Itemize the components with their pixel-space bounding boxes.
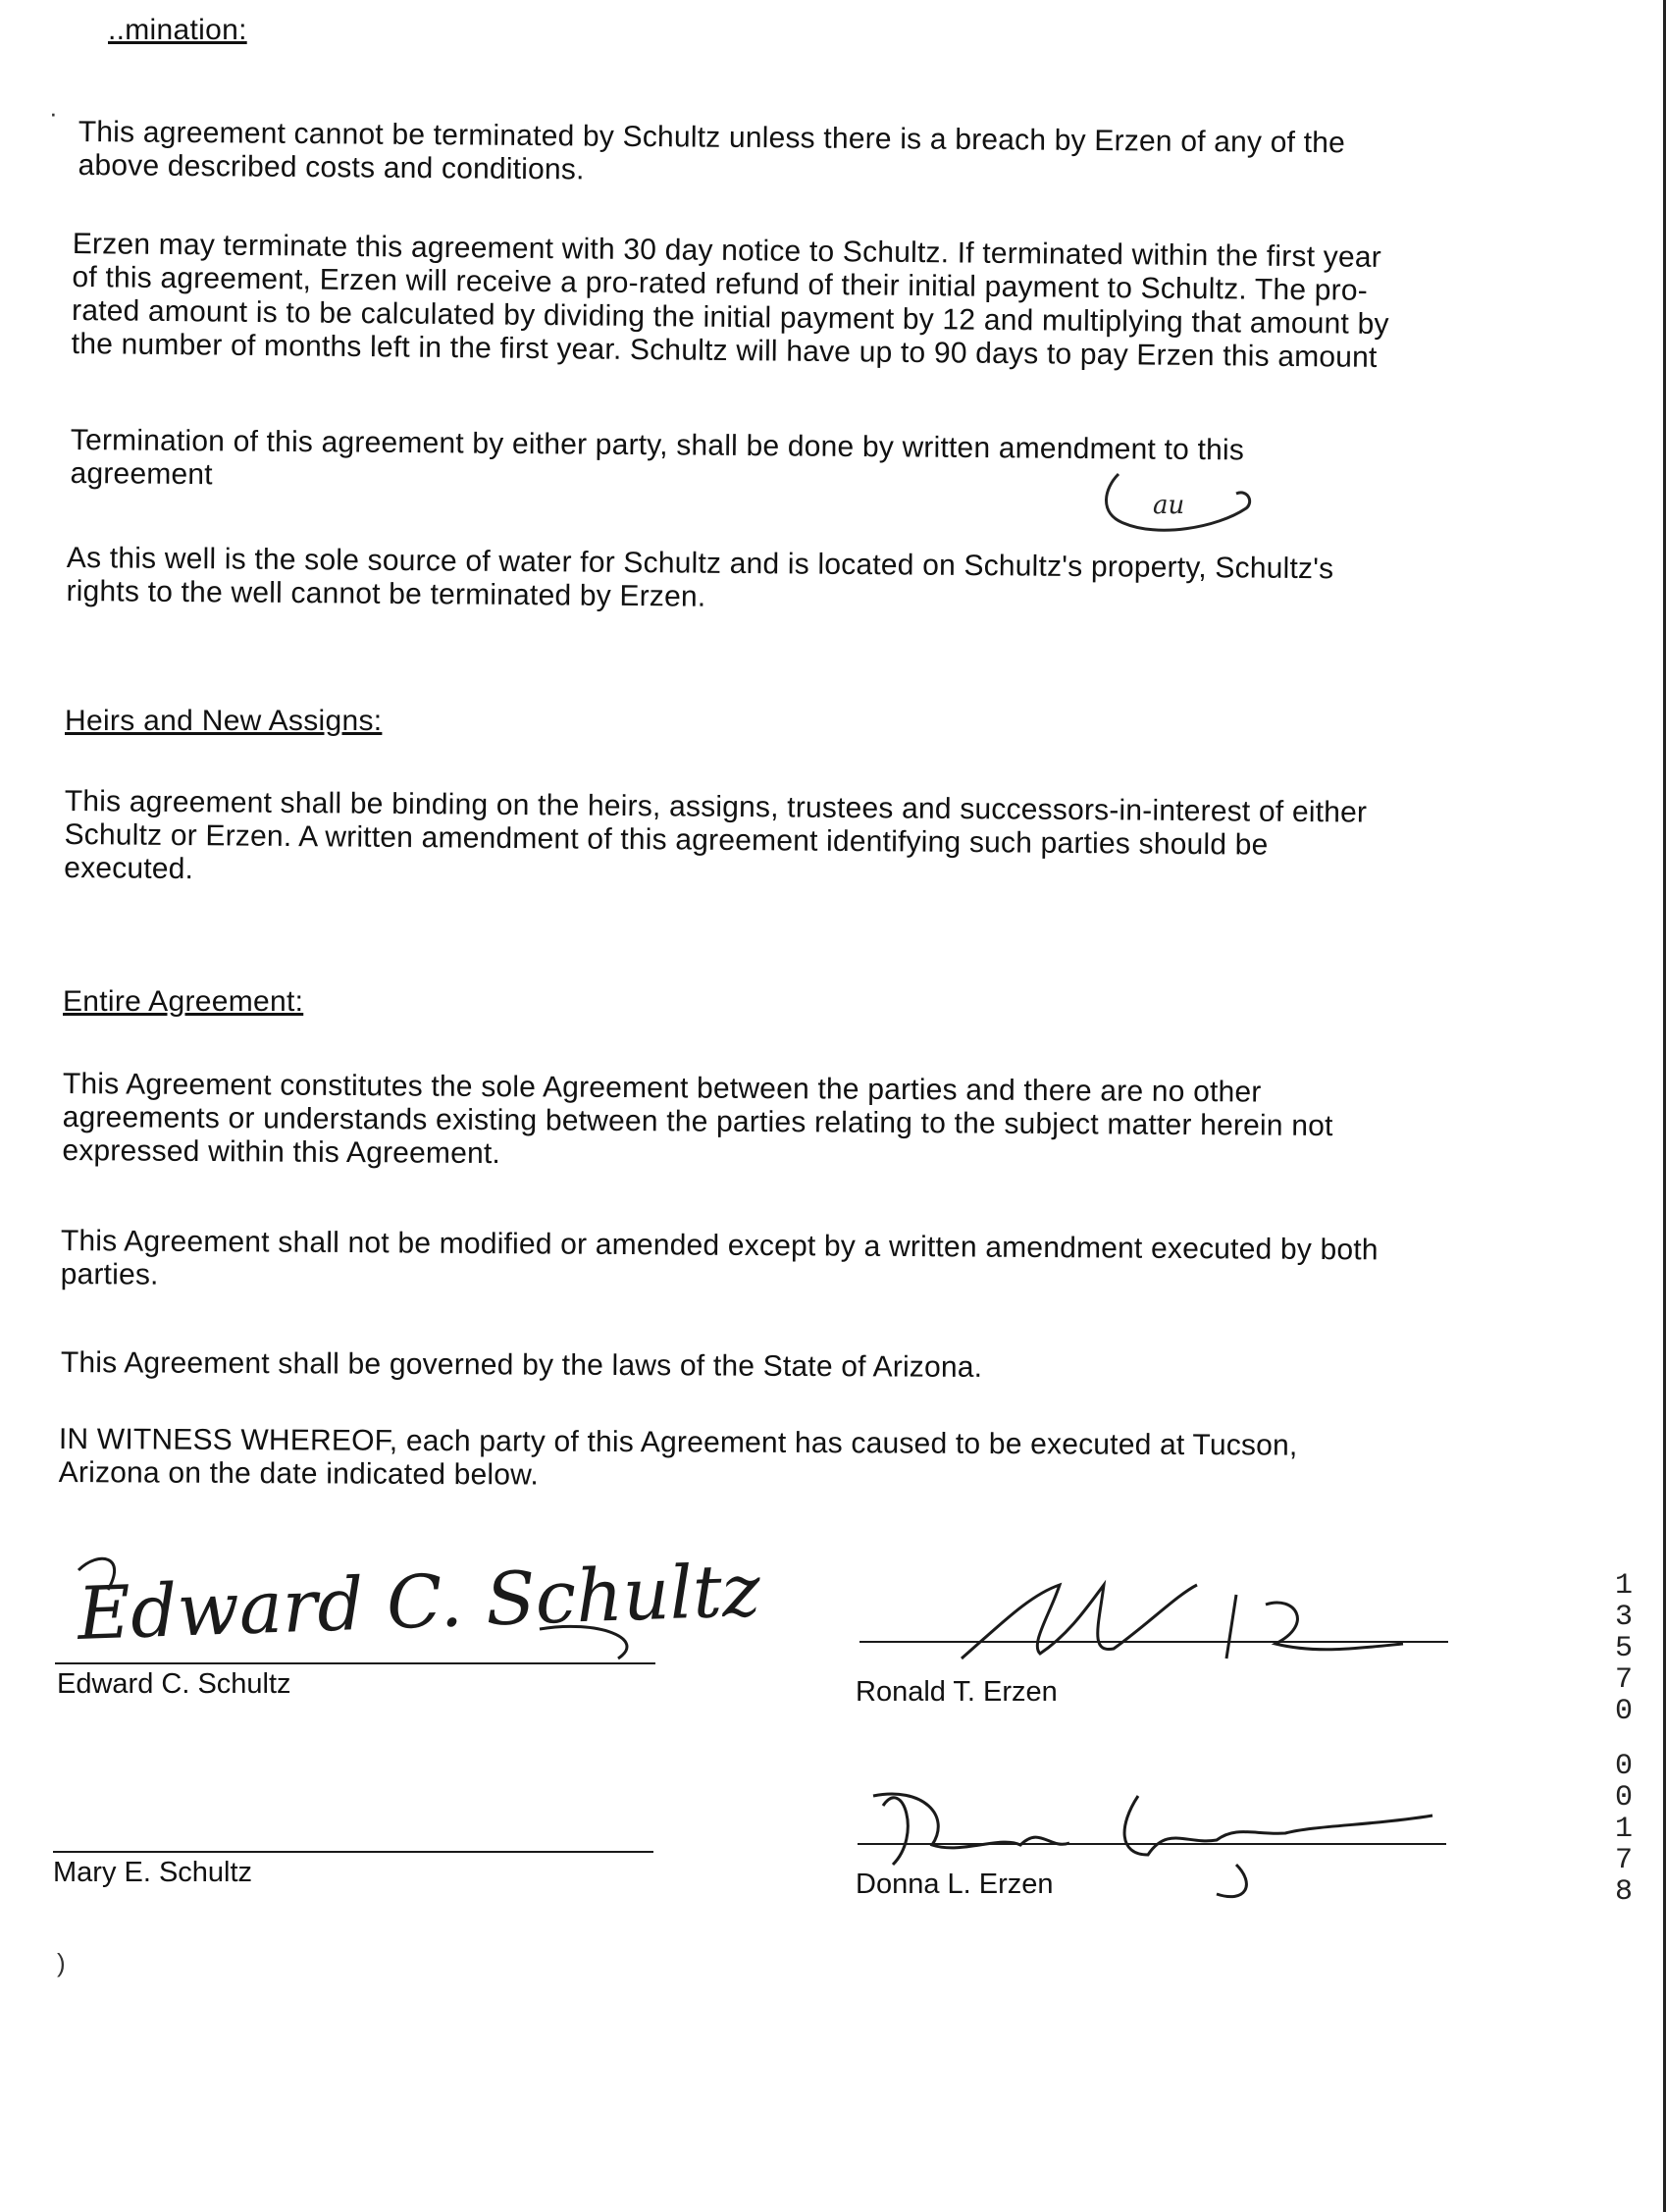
edward-name: Edward C. Schultz xyxy=(57,1668,291,1700)
entire-paragraph-1: This Agreement constitutes the sole Agreement between the parties and there are no other agreements or understands existing between the parties relating to the subject matter herein not expressed within this Agreement. xyxy=(62,1068,1333,1171)
entire-agreement-heading: Entire Agreement: xyxy=(63,985,304,1018)
termination-paragraph-2: Erzen may terminate this agreement with 30 day notice to Schultz. If terminated within the first year of this agreement, Erzen will receive a pro-rated refund of their initial payment to Schultz. The pro- rated amount is to be calculated by dividing the initial payment by 12 and multiplying that amount by the number of months left in the first year. Schultz will have up to 90 days to pay Erzen this amount xyxy=(71,228,1389,374)
margin-bracket: ) xyxy=(57,1948,66,1977)
donna-name: Donna L. Erzen xyxy=(856,1869,1054,1900)
heirs-paragraph-1: This agreement shall be binding on the heirs, assigns, trustees and successors-in-interest of either Schultz or Erzen. A written amendment of this agreement identifying such parties should be executed. xyxy=(64,785,1368,886)
document-stamp: 1 3 5 7 0 0 0 1 7 8 xyxy=(1614,1569,1633,1909)
heirs-heading: Heirs and New Assigns: xyxy=(65,705,383,737)
termination-paragraph-3: Termination of this agreement by either party, shall be done by written amendment to this agreement xyxy=(70,424,1245,492)
entire-paragraph-4: IN WITNESS WHEREOF, each party of this Agreement has caused to be executed at Tucson, Arizona on the date indicated below. xyxy=(58,1423,1298,1492)
entire-paragraph-3: This Agreement shall be governed by the laws of the State of Arizona. xyxy=(60,1346,983,1384)
termination-paragraph-4: As this well is the sole source of water for Schultz and is located on Schultz's property, Schultz's rights to the well cannot be terminated by Erzen. xyxy=(66,542,1334,613)
edward-signature xyxy=(69,1548,762,1678)
termination-heading: ..mination: xyxy=(108,14,247,46)
ronald-name: Ronald T. Erzen xyxy=(856,1676,1058,1708)
ronald-signature xyxy=(942,1565,1452,1693)
termination-paragraph-1: This agreement cannot be terminated by Schultz unless there is a breach by Erzen of any of the above described costs and conditions. xyxy=(78,116,1346,186)
margin-mark: · xyxy=(49,98,58,128)
mary-signature-line xyxy=(53,1851,653,1853)
initials-mark xyxy=(1099,469,1256,548)
donna-signature-line xyxy=(858,1843,1446,1845)
edward-signature-text: Edward C. Schultz xyxy=(76,1548,762,1657)
edward-signature-line xyxy=(55,1662,655,1664)
initials-text: au xyxy=(1153,491,1185,520)
ronald-signature-line xyxy=(859,1641,1448,1643)
mary-name: Mary E. Schultz xyxy=(53,1857,253,1888)
entire-paragraph-2: This Agreement shall not be modified or amended except by a written amendment executed by both parties. xyxy=(60,1225,1379,1291)
